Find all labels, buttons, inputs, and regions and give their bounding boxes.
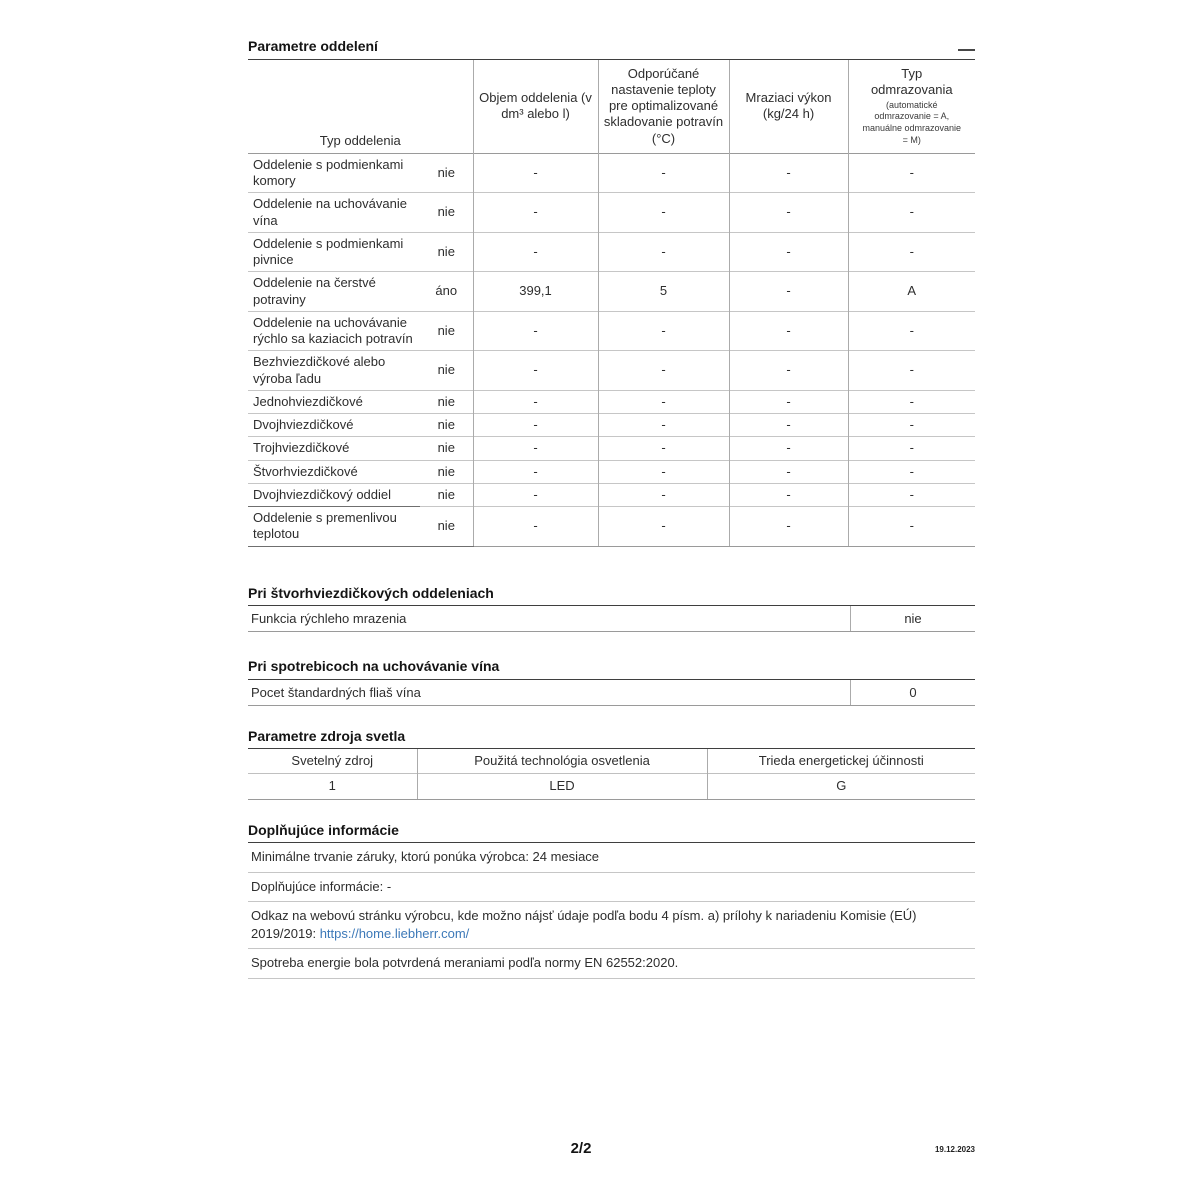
volume-cell: - xyxy=(473,351,598,391)
present-cell: nie xyxy=(420,351,473,391)
document-date: 19.12.2023 xyxy=(934,1145,975,1154)
table-row xyxy=(248,460,975,483)
capacity-cell: - xyxy=(729,193,848,233)
defrost-cell: - xyxy=(848,414,975,437)
section-four-star xyxy=(248,585,975,633)
volume-cell: 399,1 xyxy=(473,272,598,312)
present-cell: nie xyxy=(420,507,473,547)
defrost-cell: - xyxy=(848,351,975,391)
light-technology-value: LED xyxy=(417,774,707,799)
fast-freeze-label: Funkcia rýchleho mrazenia xyxy=(251,611,407,626)
volume-cell: - xyxy=(473,153,598,193)
compartment-type-cell: Oddelenie s podmienkami komory xyxy=(248,153,420,193)
table-row xyxy=(248,351,975,391)
capacity-cell: - xyxy=(729,483,848,506)
capacity-cell: - xyxy=(729,390,848,413)
section-title-additional-info: Doplňujúce informácie xyxy=(248,822,975,844)
defrost-cell: - xyxy=(848,311,975,351)
section-light-source xyxy=(248,728,975,800)
column-header-defrost-note: (automatické odmrazovanie = A, manuálne odmrazovanie = M) xyxy=(862,99,962,145)
table-row xyxy=(248,414,975,437)
volume-cell: - xyxy=(473,311,598,351)
present-cell: nie xyxy=(420,311,473,351)
column-header-light-technology: Použitá technológia osvetlenia xyxy=(417,749,707,774)
capacity-cell: - xyxy=(729,232,848,272)
temperature-cell: - xyxy=(598,437,729,460)
section-title-compartments: Parametre oddelení xyxy=(248,38,975,60)
compartment-type-cell: Oddelenie na uchovávanie vína xyxy=(248,193,420,233)
column-header-defrost-type xyxy=(848,60,975,154)
light-source-value-row xyxy=(248,774,975,799)
present-cell: nie xyxy=(420,437,473,460)
present-cell: nie xyxy=(420,460,473,483)
fast-freeze-value: nie xyxy=(850,606,975,631)
column-header-energy-class: Trieda energetickej účinnosti xyxy=(707,749,975,774)
compartment-type-cell: Oddelenie na uchovávanie rýchlo sa kaziacich potravín xyxy=(248,311,420,351)
volume-cell: - xyxy=(473,232,598,272)
section-wine xyxy=(248,658,975,706)
table-row xyxy=(248,437,975,460)
light-source-table xyxy=(248,749,975,800)
section-title-light-source: Parametre zdroja svetla xyxy=(248,728,975,750)
manufacturer-link-row xyxy=(248,902,975,949)
section-additional-info xyxy=(248,822,975,979)
additional-info-row: Doplňujúce informácie: - xyxy=(248,873,975,903)
compartment-table-header xyxy=(248,60,975,154)
volume-cell: - xyxy=(473,483,598,506)
present-cell: nie xyxy=(420,193,473,233)
four-star-row xyxy=(248,606,975,632)
table-row xyxy=(248,153,975,193)
defrost-cell: - xyxy=(848,460,975,483)
present-cell: nie xyxy=(420,483,473,506)
temperature-cell: - xyxy=(598,351,729,391)
section-compartments xyxy=(248,38,975,547)
column-header-freezing-capacity: Mraziaci výkon (kg/24 h) xyxy=(729,60,848,154)
section-title-four-star: Pri štvorhviezdičkových oddeleniach xyxy=(248,585,975,607)
compartment-type-cell: Dvojhviezdičkový oddiel xyxy=(248,483,420,506)
manufacturer-website-link[interactable]: https://home.liebherr.com/ xyxy=(319,925,470,941)
column-header-defrost-title: Typ odmrazovania xyxy=(870,66,953,98)
wine-bottles-label: Pocet štandardných fliaš vína xyxy=(251,684,421,700)
light-source-count: 1 xyxy=(248,774,417,799)
capacity-cell: - xyxy=(729,153,848,193)
defrost-cell: - xyxy=(848,390,975,413)
energy-class-value: G xyxy=(707,774,975,799)
temperature-cell: 5 xyxy=(598,272,729,312)
temperature-cell: - xyxy=(598,390,729,413)
page-number: 2/2 xyxy=(570,1140,592,1157)
capacity-cell: - xyxy=(729,460,848,483)
temperature-cell: - xyxy=(598,460,729,483)
wine-bottles-value: 0 xyxy=(850,680,975,705)
compartment-table-body xyxy=(248,153,975,546)
defrost-cell: - xyxy=(848,507,975,547)
defrost-cell: - xyxy=(848,153,975,193)
temperature-cell: - xyxy=(598,193,729,233)
warranty-row: Minimálne trvanie záruky, ktorú ponúka výrobca: 24 mesiace xyxy=(248,843,975,873)
defrost-cell: A xyxy=(848,272,975,312)
capacity-cell: - xyxy=(729,272,848,312)
volume-cell: - xyxy=(473,507,598,547)
document-page xyxy=(248,38,975,979)
defrost-cell: - xyxy=(848,437,975,460)
capacity-cell: - xyxy=(729,351,848,391)
compartment-type-cell: Oddelenie s premenlivou teplotou xyxy=(248,507,420,547)
present-cell: áno xyxy=(420,272,473,312)
compartment-type-cell: Trojhviezdičkové xyxy=(248,437,420,460)
compartment-type-cell: Oddelenie na čerstvé potraviny xyxy=(248,272,420,312)
defrost-cell: - xyxy=(848,193,975,233)
temperature-cell: - xyxy=(598,232,729,272)
volume-cell: - xyxy=(473,193,598,233)
present-cell: nie xyxy=(420,232,473,272)
table-row xyxy=(248,483,975,506)
defrost-cell: - xyxy=(848,232,975,272)
manufacturer-link-text: Odkaz na webovú stránku výrobcu, kde možno nájsť údaje podľa bodu 4 písm. a) prílohy k nariadeniu Komisie (EÚ) 2019/2019: xyxy=(251,908,917,941)
table-row xyxy=(248,232,975,272)
table-row xyxy=(248,507,975,547)
present-cell: nie xyxy=(420,390,473,413)
table-row xyxy=(248,390,975,413)
section-title-wine: Pri spotrebicoch na uchovávanie vína xyxy=(248,658,975,680)
compartment-type-cell: Bezhviezdičkové alebo výroba ľadu xyxy=(248,351,420,391)
compartment-type-cell: Jednohviezdičkové xyxy=(248,390,420,413)
temperature-cell: - xyxy=(598,414,729,437)
temperature-cell: - xyxy=(598,483,729,506)
volume-cell: - xyxy=(473,414,598,437)
defrost-cell: - xyxy=(848,483,975,506)
wine-bottles-row xyxy=(248,680,975,706)
present-cell: nie xyxy=(420,414,473,437)
compartment-type-cell: Oddelenie s podmienkami pivnice xyxy=(248,232,420,272)
table-row xyxy=(248,193,975,233)
capacity-cell: - xyxy=(729,437,848,460)
capacity-cell: - xyxy=(729,507,848,547)
light-source-header-row xyxy=(248,749,975,774)
column-header-volume: Objem oddelenia (v dm³ alebo l) xyxy=(473,60,598,154)
compartment-type-cell: Dvojhviezdičkové xyxy=(248,414,420,437)
column-header-temperature: Odporúčané nastavenie teploty pre optimalizované skladovanie potravín (°C) xyxy=(598,60,729,154)
capacity-cell: - xyxy=(729,414,848,437)
column-header-light-source: Svetelný zdroj xyxy=(291,753,374,768)
column-header-type: Typ oddelenia xyxy=(319,132,401,148)
volume-cell: - xyxy=(473,390,598,413)
table-row xyxy=(248,272,975,312)
capacity-cell: - xyxy=(729,311,848,351)
volume-cell: - xyxy=(473,437,598,460)
energy-standard-row: Spotreba energie bola potvrdená meraniami podľa normy EN 62552:2020. xyxy=(248,949,975,979)
temperature-cell: - xyxy=(598,507,729,547)
temperature-cell: - xyxy=(598,311,729,351)
present-cell: nie xyxy=(420,153,473,193)
table-row xyxy=(248,311,975,351)
compartment-type-cell: Štvorhviezdičkové xyxy=(248,460,420,483)
compartment-table xyxy=(248,60,975,547)
temperature-cell: - xyxy=(598,153,729,193)
volume-cell: - xyxy=(473,460,598,483)
